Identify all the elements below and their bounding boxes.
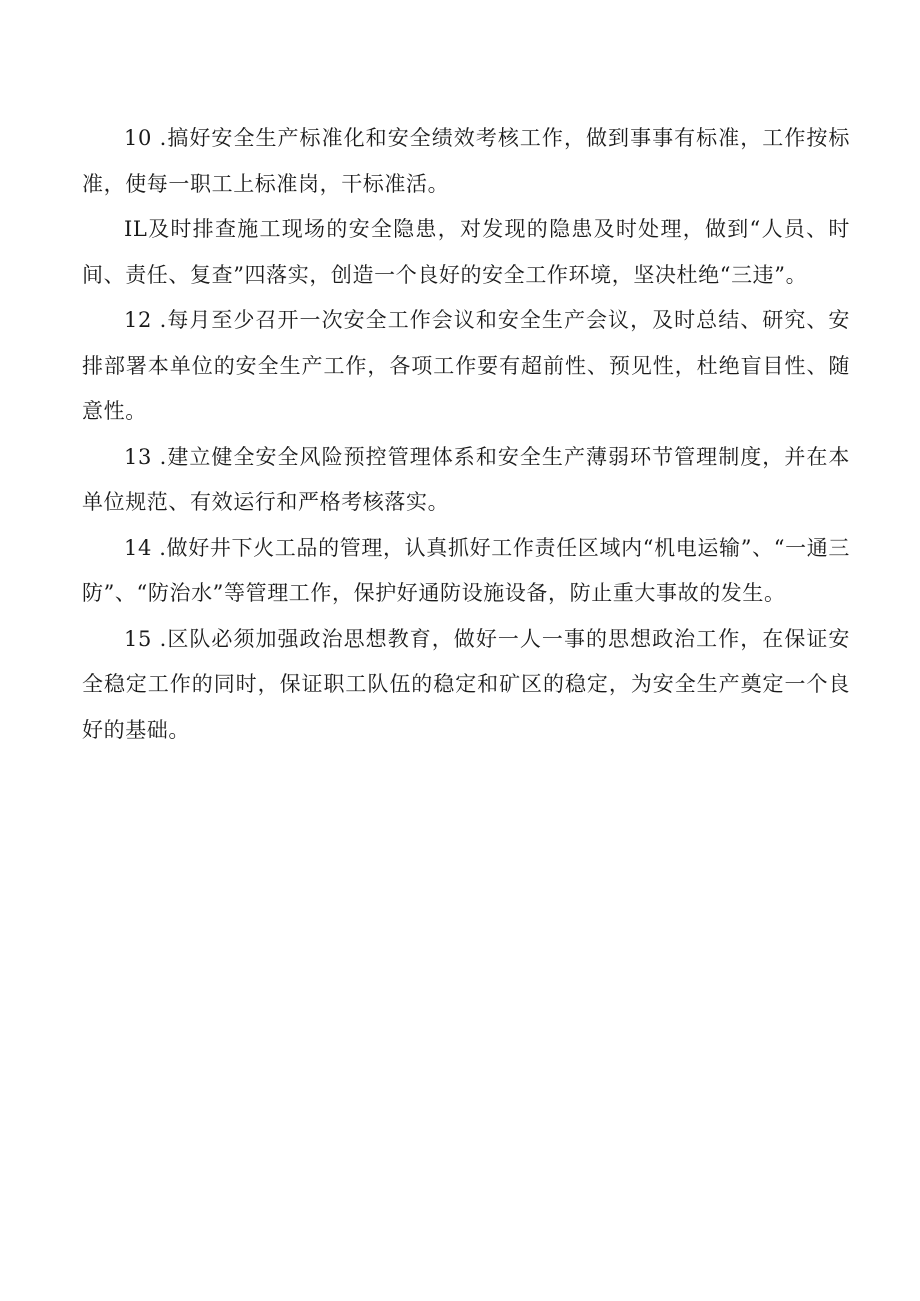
- paragraph-12: 12 .每月至少召开一次安全工作会议和安全生产会议，及时总结、研究、安排部署本单位的安全生产工作，各项工作要有超前性、预见性，杜绝盲目性、随意性。: [82, 308, 850, 423]
- paragraph-11: IL及时排查施工现场的安全隐患，对发现的隐患及时处理，做到“人员、时间、责任、复查”四落实，创造一个良好的安全工作环境，坚决杜绝“三违”。: [82, 217, 850, 287]
- paragraph-14: 14 .做好井下火工品的管理，认真抓好工作责任区域内“机电运输”、“一通三防”、“防治水”等管理工作，保护好通防设施设备，防止重大事故的发生。: [82, 535, 850, 605]
- paragraph-10: 10 .搞好安全生产标准化和安全绩效考核工作，做到事事有标准，工作按标准，使每一职工上标准岗，干标准活。: [82, 126, 850, 196]
- paragraph-15: 15 .区队必须加强政治思想教育，做好一人一事的思想政治工作，在保证安全稳定工作的同时，保证职工队伍的稳定和矿区的稳定，为安全生产奠定一个良好的基础。: [82, 626, 850, 742]
- document-page: [82, 116, 850, 753]
- paragraph-13: 13 .建立健全安全风险预控管理体系和安全生产薄弱环节管理制度，并在本单位规范、有效运行和严格考核落实。: [82, 444, 850, 514]
